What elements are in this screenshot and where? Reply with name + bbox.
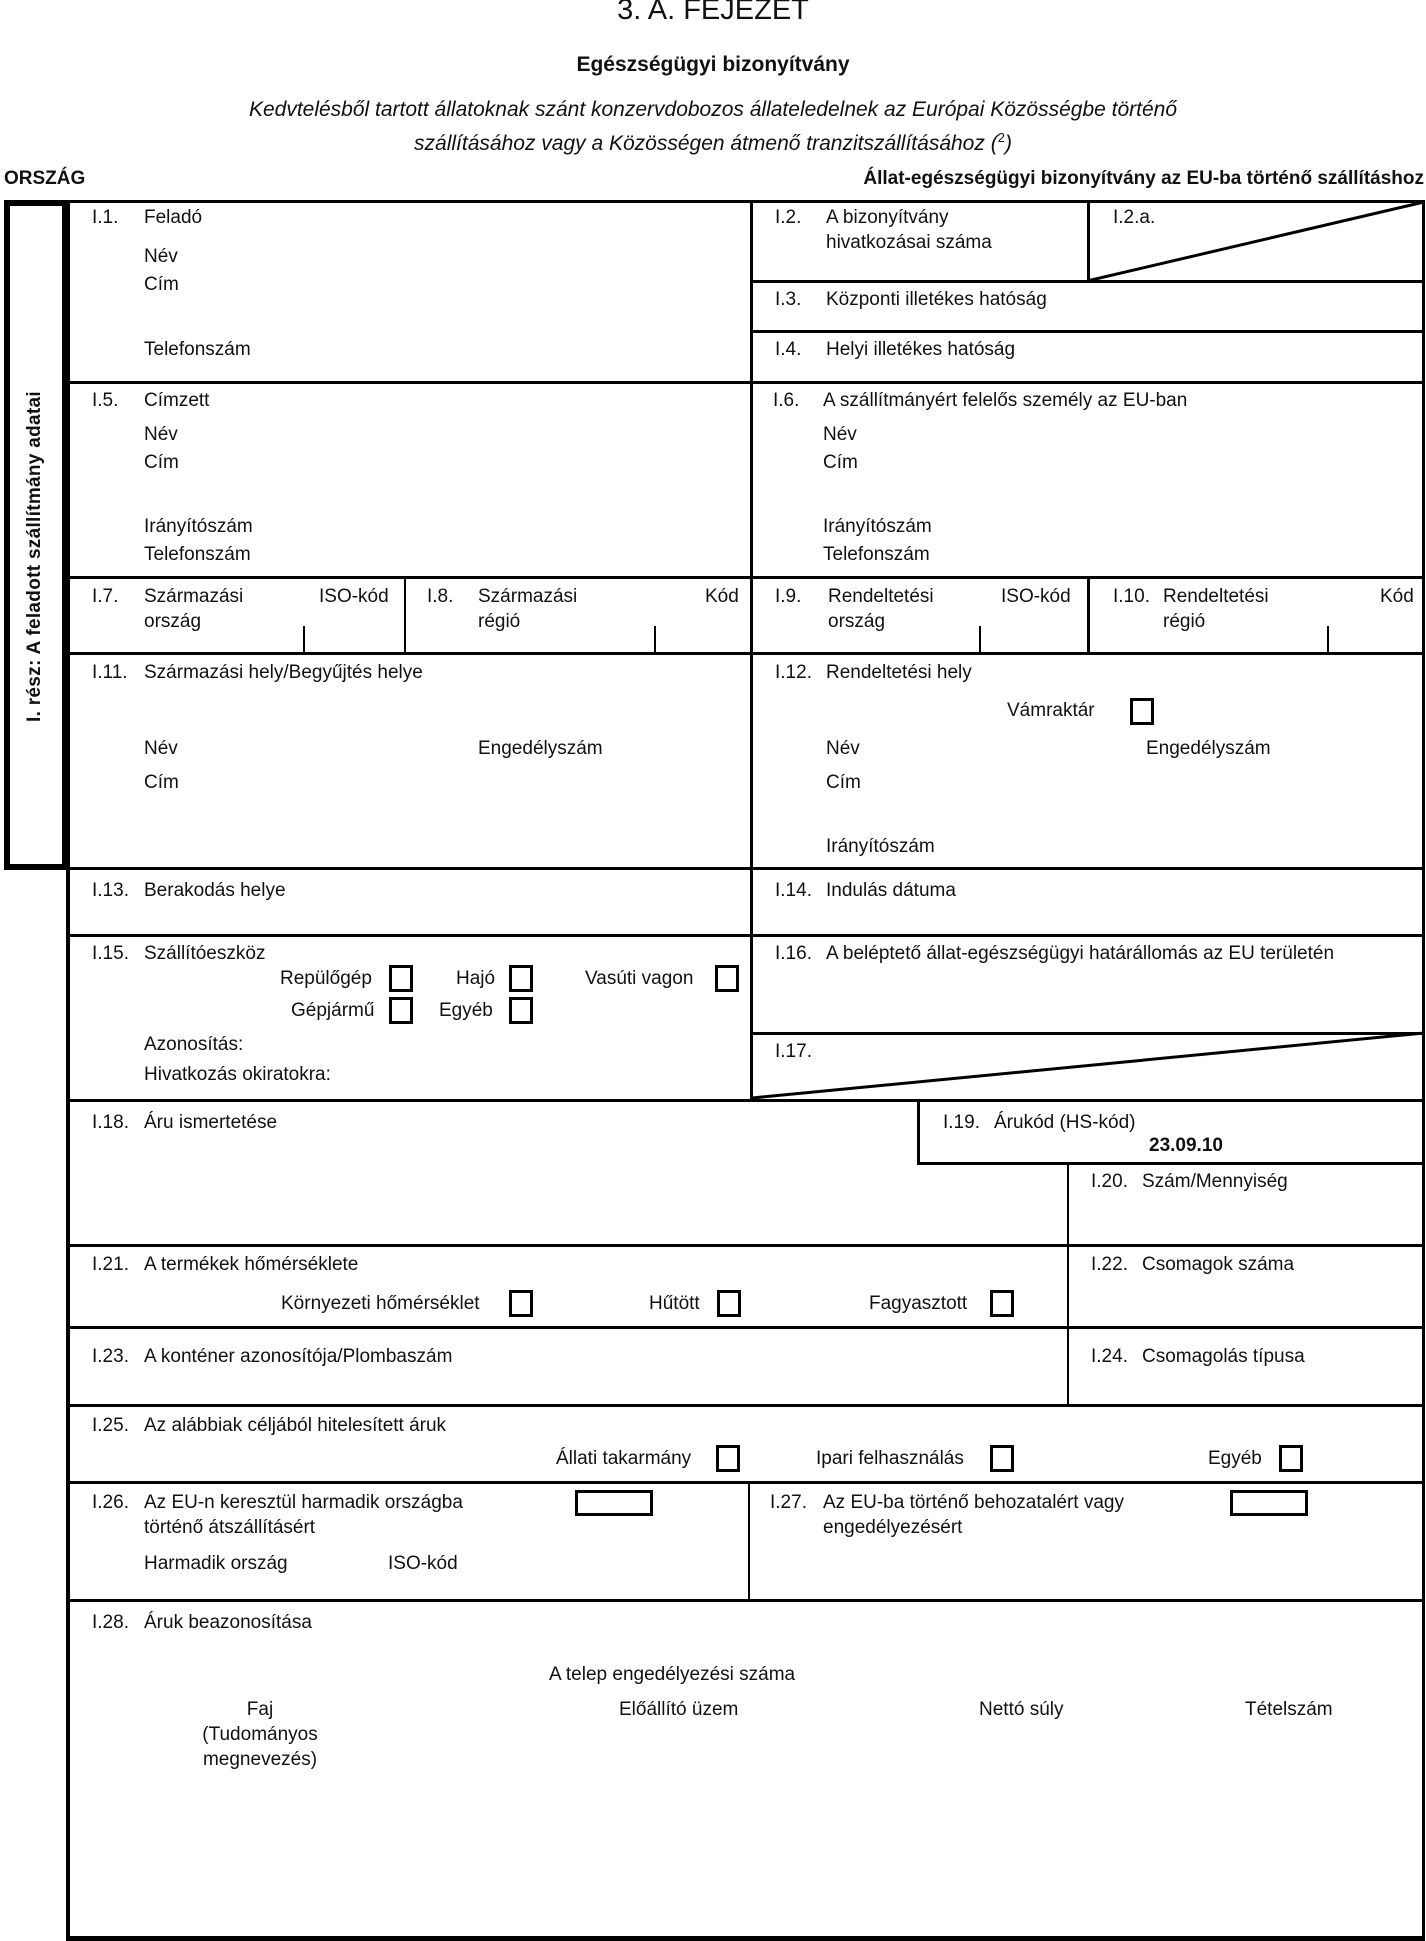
- i27-label-line2: engedélyezésért: [823, 1517, 963, 1538]
- i26-transit-checkbox[interactable]: [575, 1490, 653, 1516]
- i1-phone-label[interactable]: Telefonszám: [144, 339, 251, 360]
- description-line-1: Kedvtelésből tartott állatoknak szánt konzervdobozos állateledelnek az Európai Közösségbe történő: [248, 98, 1178, 121]
- i3-label[interactable]: Központi illetékes hatóság: [826, 289, 1047, 310]
- i12-approval-label[interactable]: Engedélyszám: [1146, 738, 1271, 759]
- i24-label[interactable]: Csomagolás típusa: [1142, 1346, 1305, 1367]
- i24-number: I.24.: [1091, 1346, 1128, 1367]
- i7-label-line1: Származási: [144, 586, 244, 607]
- i19-hs-code-value: 23.09.10: [1149, 1135, 1223, 1156]
- i25-feed-label: Állati takarmány: [556, 1448, 692, 1469]
- i8-label-line2: régió: [478, 611, 521, 632]
- i28-col-species: Faj: [246, 1699, 274, 1720]
- i15-railway-label: Vasúti vagon: [585, 968, 694, 989]
- i14-number: I.14.: [775, 880, 812, 901]
- i27-label-line1: Az EU-ba történő behozatalért vagy: [823, 1492, 1125, 1513]
- i28-approval-header: A telep engedélyezési száma: [549, 1664, 796, 1685]
- i6-address-label[interactable]: Cím: [823, 452, 858, 473]
- i10-label-line1: Rendeltetési: [1163, 586, 1269, 607]
- i27-number: I.27.: [770, 1492, 807, 1513]
- i15-other-checkbox[interactable]: [509, 997, 533, 1024]
- i11-name-label[interactable]: Név: [144, 738, 178, 759]
- i12-name-label[interactable]: Név: [826, 738, 860, 759]
- i9-label-line2: ország: [828, 611, 886, 632]
- i21-number: I.21.: [92, 1254, 129, 1275]
- i9-number: I.9.: [775, 586, 802, 607]
- i15-identification-label[interactable]: Azonosítás:: [144, 1034, 244, 1055]
- i12-number: I.12.: [775, 662, 812, 683]
- i4-label[interactable]: Helyi illetékes hatóság: [826, 339, 1016, 360]
- i6-postcode-label[interactable]: Irányítószám: [823, 516, 932, 537]
- i5-name-label[interactable]: Név: [144, 424, 178, 445]
- i28-label: Áruk beazonosítása: [144, 1612, 312, 1633]
- i8-code[interactable]: Kód: [705, 586, 739, 607]
- i12-customs-checkbox[interactable]: [1130, 698, 1154, 725]
- description-line-2: szállításához vagy a Közösségen átmenő tranzitszállításához ($^2$): [414, 130, 1012, 155]
- i10-code[interactable]: Kód: [1380, 586, 1414, 607]
- i28-col-net-weight: Nettó súly: [979, 1699, 1064, 1720]
- i21-chilled-label: Hűtött: [649, 1293, 700, 1314]
- i15-vehicle-checkbox[interactable]: [389, 997, 413, 1024]
- i15-ship-label: Hajó: [456, 968, 496, 989]
- i6-label: A szállítmányért felelős személy az EU-ban: [823, 390, 1188, 411]
- i15-documents-label[interactable]: Hivatkozás okiratokra:: [144, 1064, 331, 1085]
- i20-number: I.20.: [1091, 1171, 1128, 1192]
- i21-frozen-checkbox[interactable]: [990, 1290, 1014, 1317]
- i1-label: Feladó: [144, 207, 203, 228]
- i28-col-batch: Tételszám: [1245, 1699, 1333, 1720]
- i11-label: Származási hely/Begyűjtés helye: [144, 662, 423, 683]
- i3-number: I.3.: [775, 289, 802, 310]
- i21-ambient-checkbox[interactable]: [509, 1290, 533, 1317]
- i23-number: I.23.: [92, 1346, 129, 1367]
- i8-label-line1: Származási: [478, 586, 578, 607]
- i9-iso-code[interactable]: ISO-kód: [1001, 586, 1071, 607]
- i13-label[interactable]: Berakodás helye: [144, 880, 286, 901]
- i28-col-species-sci: (Tudományos: [202, 1724, 318, 1745]
- i26-number: I.26.: [92, 1492, 129, 1513]
- i15-airplane-checkbox[interactable]: [389, 965, 413, 992]
- i8-number: I.8.: [427, 586, 454, 607]
- i15-vehicle-label: Gépjármű: [291, 1000, 375, 1021]
- i15-ship-checkbox[interactable]: [509, 965, 533, 992]
- i18-label[interactable]: Áru ismertetése: [144, 1112, 278, 1133]
- i25-label: Az alábbiak céljából hitelesített áruk: [144, 1415, 447, 1436]
- i2-label-line1: A bizonyítvány: [826, 207, 949, 228]
- i15-airplane-label: Repülőgép: [280, 968, 372, 989]
- i5-address-label[interactable]: Cím: [144, 452, 179, 473]
- i22-number: I.22.: [1091, 1254, 1128, 1275]
- country-label: ORSZÁG: [4, 168, 86, 189]
- i25-other-label: Egyéb: [1208, 1448, 1262, 1469]
- i7-number: I.7.: [92, 586, 119, 607]
- i15-label: Szállítóeszköz: [144, 943, 266, 964]
- i23-label[interactable]: A konténer azonosítója/Plombaszám: [144, 1346, 453, 1367]
- i7-iso-code[interactable]: ISO-kód: [319, 586, 389, 607]
- i6-phone-label[interactable]: Telefonszám: [823, 544, 930, 565]
- i25-industrial-label: Ipari felhasználás: [816, 1448, 964, 1469]
- i20-label[interactable]: Szám/Mennyiség: [1142, 1171, 1288, 1192]
- chapter-title: 3. A. FEJEZET: [617, 0, 809, 26]
- i11-approval-label[interactable]: Engedélyszám: [478, 738, 603, 759]
- i22-label[interactable]: Csomagok száma: [1142, 1254, 1295, 1275]
- i9-label-line1: Rendeltetési: [828, 586, 934, 607]
- i26-third-country-label[interactable]: Harmadik ország: [144, 1553, 288, 1574]
- i16-label[interactable]: A beléptető állat-egészségügyi határállomás az EU területén: [826, 943, 1335, 964]
- i11-address-label[interactable]: Cím: [144, 772, 179, 793]
- i12-postcode-label[interactable]: Irányítószám: [826, 836, 935, 857]
- i28-number: I.28.: [92, 1612, 129, 1633]
- i25-other-checkbox[interactable]: [1279, 1445, 1303, 1472]
- i12-address-label[interactable]: Cím: [826, 772, 861, 793]
- i25-feed-checkbox[interactable]: [716, 1445, 740, 1472]
- i28-col-species-name: megnevezés): [202, 1749, 318, 1770]
- i6-name-label[interactable]: Név: [823, 424, 857, 445]
- i14-label[interactable]: Indulás dátuma: [826, 880, 956, 901]
- i5-phone-label[interactable]: Telefonszám: [144, 544, 251, 565]
- i12-customs-label: Vámraktár: [1007, 700, 1095, 721]
- i25-industrial-checkbox[interactable]: [990, 1445, 1014, 1472]
- i1-number: I.1.: [92, 207, 119, 228]
- i12-label: Rendeltetési hely: [826, 662, 972, 683]
- i6-number: I.6.: [773, 390, 800, 411]
- i21-frozen-label: Fagyasztott: [869, 1293, 968, 1314]
- i16-number: I.16.: [775, 943, 812, 964]
- i18-number: I.18.: [92, 1112, 129, 1133]
- i21-chilled-checkbox[interactable]: [717, 1290, 741, 1317]
- i15-railway-checkbox[interactable]: [715, 965, 739, 992]
- i27-import-checkbox[interactable]: [1230, 1490, 1308, 1516]
- i17-number: I.17.: [775, 1041, 812, 1062]
- i2a-number: I.2.a.: [1113, 207, 1156, 228]
- i5-label: Címzett: [144, 390, 210, 411]
- i21-ambient-label: Környezeti hőmérséklet: [281, 1293, 480, 1314]
- document-title: Egészségügyi bizonyítvány: [576, 53, 850, 76]
- i2-number: I.2.: [775, 207, 802, 228]
- certificate-label: Állat-egészségügyi bizonyítvány az EU-ba történő szállításhoz: [863, 168, 1424, 189]
- i26-label-line1: Az EU-n keresztül harmadik országba: [144, 1492, 463, 1513]
- i28-col-plant: Előállító üzem: [619, 1699, 739, 1720]
- footnote-ref: 2: [997, 130, 1005, 145]
- i10-label-line2: régió: [1163, 611, 1206, 632]
- i10-number: I.10.: [1113, 586, 1150, 607]
- i19-label: Árukód (HS-kód): [994, 1112, 1136, 1133]
- i15-number: I.15.: [92, 943, 129, 964]
- i5-number: I.5.: [92, 390, 119, 411]
- i11-number: I.11.: [92, 662, 128, 683]
- i25-number: I.25.: [92, 1415, 129, 1436]
- i1-name-label[interactable]: Név: [144, 246, 178, 267]
- i26-iso-code-label[interactable]: ISO-kód: [388, 1553, 458, 1574]
- i4-number: I.4.: [775, 339, 802, 360]
- i26-label-line2: történő átszállításért: [144, 1517, 316, 1538]
- i2-label-line2: hivatkozásai száma: [826, 232, 992, 253]
- i13-number: I.13.: [92, 880, 129, 901]
- i7-label-line2: ország: [144, 611, 202, 632]
- i5-postcode-label[interactable]: Irányítószám: [144, 516, 253, 537]
- i21-label: A termékek hőmérséklete: [144, 1254, 359, 1275]
- i1-address-label[interactable]: Cím: [144, 274, 179, 295]
- i19-number: I.19.: [943, 1112, 980, 1133]
- i15-other-label: Egyéb: [439, 1000, 493, 1021]
- part-one-side-label: I. rész: A feladott szállítmány adatai: [24, 391, 45, 722]
